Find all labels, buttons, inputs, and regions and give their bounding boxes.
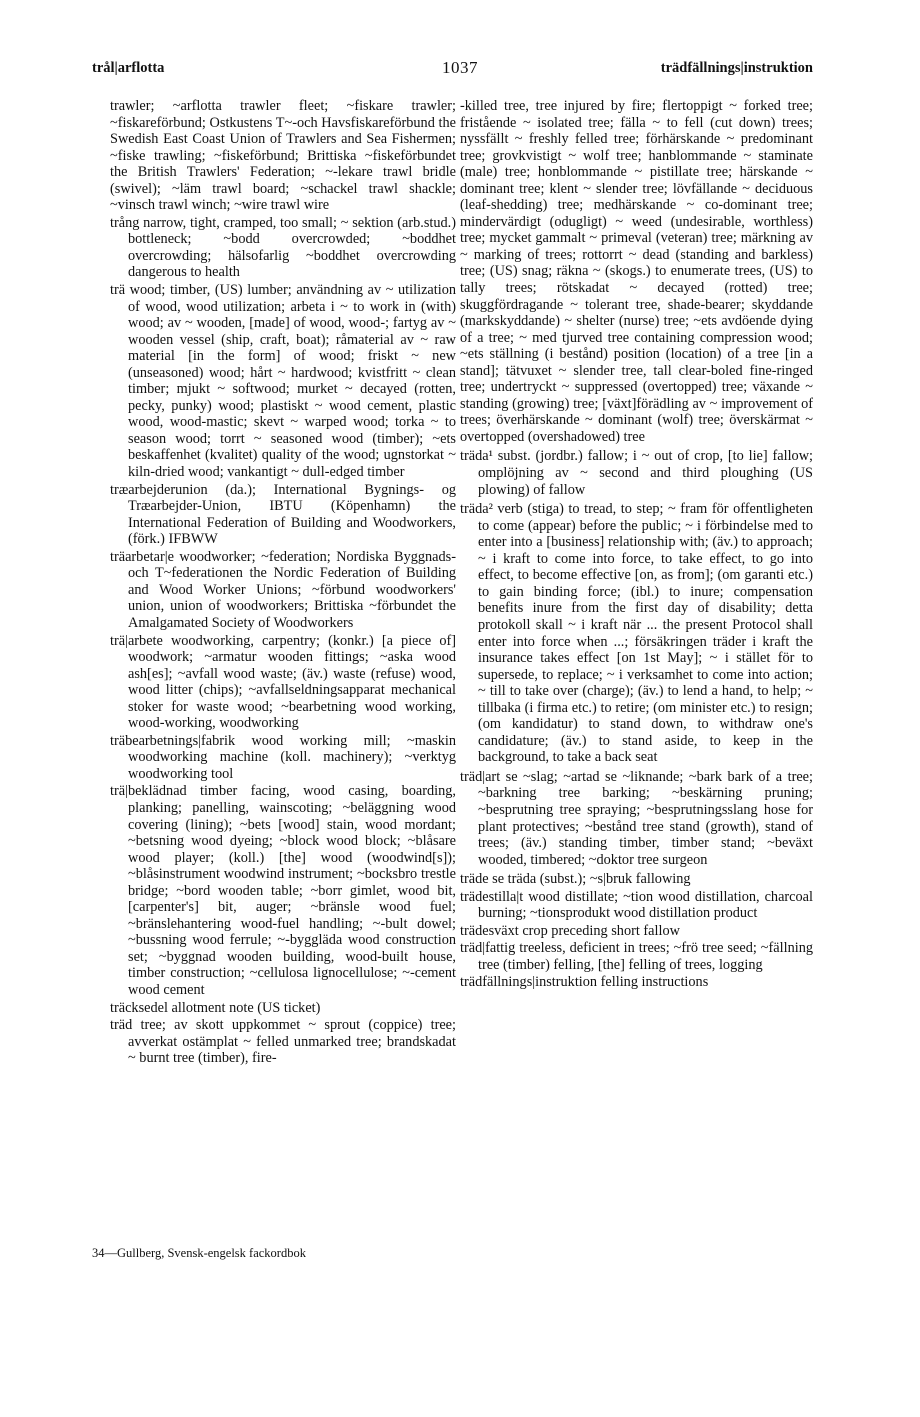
dictionary-entry: träda¹ subst. (jordbr.) fallow; i ~ out of crop, [to lie] fallow; omplöjning av ~ second and third ploughing (US plowing) of fallow	[460, 448, 813, 498]
left-column	[110, 98, 456, 1068]
page-footer: 34—Gullberg, Svensk-engelsk fackordbok	[92, 1246, 306, 1260]
dictionary-entry: trädesväxt crop preceding short fallow	[460, 922, 680, 939]
dictionary-entry: träd tree; av skott uppkommet ~ sprout (coppice) tree; avverkat ostämplat ~ felled unmarked tree; brandskadat ~ burnt tree (timber), fire-	[110, 1017, 456, 1067]
dictionary-entry: träd|art se ~slag; ~artad se ~liknande; ~bark bark of a tree; ~barkning tree barking; ~beskärning pruning; ~besprutning tree spraying; ~besprutningsslang hose for plant protectives; ~bestånd tree stand (growth), stand of trees; (äv.) standing timber, timber stand; ~beväxt wooded, timbered; ~doktor tree surgeon	[460, 768, 813, 868]
dictionary-entry: -killed tree, tree injured by fire; flertoppigt ~ forked tree; fristående ~ isolated tree; fälla ~ to fell (cut down) trees; nyssfällt ~ freshly felled tree; förhärskande ~ predominant tree; grovkvistigt ~ wolf tree; hanblommande ~ staminate (male) tree; honblommande ~ pistillate tree; härskande ~ dominant tree; klent ~ slender tree; lövfällande ~ deciduous (leaf-shedding) tree; medhärskande ~ co-dominant tree; mindervärdigt (odugligt) ~ weed (undesirable, worthless) tree; mycket gammalt ~ primeval (veteran) tree; märkning av ~ marking of trees; rottorrt ~ dead (standing and barkless) tree; (US) snag; räkna ~ (skogs.) to enumerate trees, (US) to tally trees; rötskadat ~ decayed (rotted) tree; skuggfördragande ~ tolerant tree, shade-bearer; skyddande (markskyddande) ~ shelter (nurse) tree; ~ets avdöende dying of a tree; ~ med tjurved tree containing compression wood; ~ets ställning (i bestånd) position (location) of a tree [in a stand]; tätvuxet ~ slender tree, tall clear-boled fine-ringed tree; undertryckt ~ suppressed (overtopped) tree; växande ~ standing (growing) tree; [växt]förädling av ~ improvement of trees; överhärskande ~ dominant (wolf) tree; överskärmat ~ overtopped (overshadowed) tree	[460, 98, 813, 445]
right-column	[460, 98, 813, 992]
page-number: 1037	[442, 58, 478, 77]
running-head-left: trål|arflotta	[92, 60, 165, 76]
dictionary-entry: trädfällnings|instruktion felling instructions	[460, 974, 709, 991]
dictionary-entry: träda² verb (stiga) to tread, to step; ~ fram för offentligheten to come (appear) before the public; ~ i förbindelse med to enter into a [business] relationship with; (äv.) to approach; ~ i kraft to come into force, to take effect, to go into effect, to become effective [on, as from]; (om garanti etc.) to gain binding force; (ibl.) to inure; compensation benefits inure from the first day of disability; detta protokoll skall ~ i kraft när ... the present Protocol shall enter into force when ...; försäkringen träder i kraft the insurance takes effect [on 1st May]; ~ i stället för to supersede, to replace; ~ i verksamhet to come into action; ~ till to take over (charge); (äv.) to lend a hand, to help; ~ tillbaka (i firma etc.) to retire; (om minister etc.) to resign; (om kandidatur) to stand down, to withdraw one's candidature; (äv.) to stand aside, to keep in the background, to take a back seat	[460, 501, 813, 766]
dictionary-entry: träde se träda (subst.); ~s|bruk fallowing	[460, 871, 691, 888]
dictionary-entry: träbearbetnings|fabrik wood working mill; ~maskin woodworking machine (koll. machinery); ~verktyg woodworking tool	[110, 732, 456, 782]
dictionary-entry: trä wood; timber, (US) lumber; användning av ~ utilization of wood, wood utilization; arbeta i ~ to work in (with) wood; av ~ wooden, [made] of wood, wood-; fartyg av ~ wooden vessel (ship, craft, boat); råmaterial av ~ raw material [in the form] of wood; friskt ~ new (unseasoned) wood; hårt ~ hardwood; kvistfritt ~ clean timber; mjukt ~ softwood; murket ~ decayed (rotten, pecky, punky) wood; plastiskt ~ wood cement, plastic wood, wood-mastic; skevt ~ warped wood; torka ~ to season wood; torrt ~ seasoned wood (timber); ~ets beskaffenhet (kvalitet) quality of the wood; ugnstorkat ~ kiln-dried wood; vankantigt ~ dull-edged timber	[110, 282, 456, 481]
dictionary-entry: trawler; ~arflotta trawler fleet; ~fiskare trawler; ~fiskareförbund; Ostkustens T~-och Havsfiskareförbund the Swedish East Coast Union of Trawlers and Sea Fishermen; ~fiske trawling; ~fiskeförbund; Brittiska ~fiskeförbundet the British Trawlers' Federation; ~-lekare trawl bridle (swivel); ~läm trawl board; ~schackel trawl shackle; ~vinsch trawl winch; ~wire trawl wire	[110, 98, 456, 214]
dictionary-entry: træarbejderunion (da.); International Bygnings- og Træarbejder-Union, IBTU (Köpenhamn) the International Federation of Building and Woodworkers, (förk.) IFBWW	[110, 481, 456, 548]
dictionary-entry: trä|arbete woodworking, carpentry; (konkr.) [a piece of] woodwork; ~armatur wooden fittings; ~aska wood ash[es]; ~avfall wood waste; (äv.) waste (refuse) wood, wood litter (chips); ~avfallseldningsapparat mechanical stoker for waste wood; ~bearbetning wood working, wood-working, woodworking	[110, 632, 456, 732]
dictionary-entry: trång narrow, tight, cramped, too small; ~ sektion (arb.stud.) bottleneck; ~bodd overcrowded; ~boddhet overcrowding; hälsofarlig ~boddhet overcrowding dangerous to health	[110, 214, 456, 281]
dictionary-entry: trä|beklädnad timber facing, wood casing, boarding, planking; panelling, wainscoting; ~beläggning wood covering (lining); ~bets [wood] stain, wood mordant; ~betsning wood dyeing; ~block wood block; ~blåsare wood player; (koll.) [the] wood (woodwind[s]); ~blåsinstrument woodwind instrument; ~bocksbro trestle bridge; ~bord wooden table; ~borr gimlet, wood bit, [carpenter's] bit, auger; ~bränsle wood fuel; ~bränslehantering wood-fuel handling; ~-bult dowel; ~bussning wood ferrule; ~-byggläda wood construction set; ~byggnad wooden building, wood-built house, timber construction; ~cellulosa lignocellulose; ~-cement wood cement	[110, 783, 456, 998]
dictionary-entry: trädestilla|t wood distillate; ~tion wood distillation, charcoal burning; ~tionsprodukt wood distillation product	[460, 888, 813, 922]
dictionary-entry: träarbetar|e woodworker; ~federation; Nordiska Byggnads- och T~federationen the Nordic Federation of Building and Wood Worker Unions; ~förbund woodworkers' union, union of woodworkers; Brittiska ~förbundet the Amalgamated Society of Woodworkers	[110, 548, 456, 631]
dictionary-entry: träd|fattig treeless, deficient in trees; ~frö tree seed; ~fällning tree (timber) felling, [the] felling of trees, logging	[460, 940, 813, 973]
running-head-right: trädfällnings|instruktion	[660, 60, 813, 76]
dictionary-entry: träcksedel allotment note (US ticket)	[110, 999, 321, 1016]
